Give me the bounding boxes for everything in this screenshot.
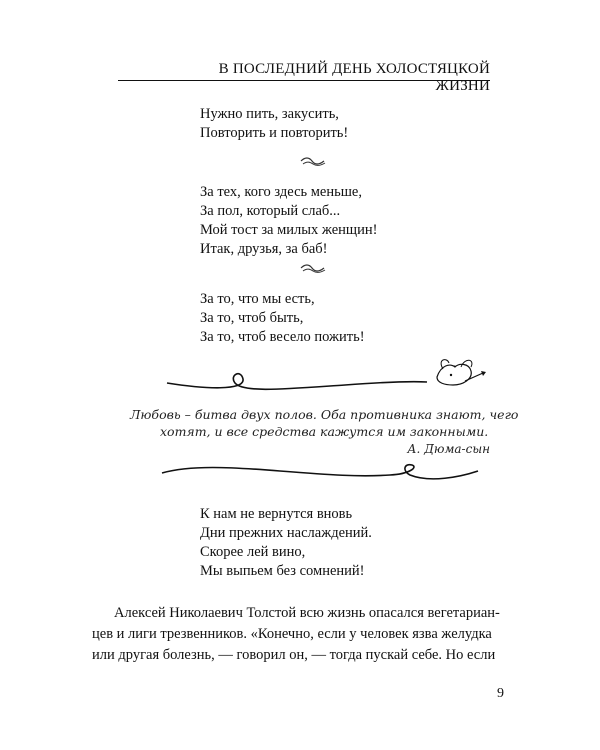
stanza-line: За тех, кого здесь меньше,	[200, 184, 362, 200]
quote-author: А. Дюма-сын	[407, 442, 490, 456]
prose-line: или другая болезнь, — говорил он, — тогда пускай себе. Но если	[92, 647, 496, 663]
stanza-1	[200, 105, 348, 143]
swash-ornament-bottom	[160, 455, 480, 495]
stanza-line: Дни прежних наслаждений.	[200, 525, 372, 541]
stanza-line: За пол, который слаб...	[200, 203, 341, 219]
stanza-line: За то, чтоб быть,	[200, 310, 304, 326]
header-rule	[118, 80, 490, 81]
stanza-3	[200, 290, 365, 347]
flourish-divider-icon	[300, 156, 326, 168]
flourish-divider-icon	[300, 263, 326, 275]
stanza-line: Мы выпьем без сомнений!	[200, 563, 365, 579]
stanza-4	[200, 505, 372, 581]
prose-paragraph	[92, 603, 502, 666]
epigraph-quote	[125, 406, 519, 440]
stanza-line: Мой тост за милых женщин!	[200, 222, 378, 238]
stanza-line: К нам не вернутся вновь	[200, 506, 353, 522]
stanza-line: За то, чтоб весело пожить!	[200, 329, 365, 345]
stanza-2	[200, 183, 377, 259]
prose-line: цев и лиги трезвенников. «Конечно, если у человек язва желудка	[92, 626, 492, 642]
prose-line: Алексей Николаевич Толстой всю жизнь опасался вегетариан-	[114, 605, 500, 621]
quote-line: Любовь – битва двух полов. Оба противника знают, чего	[130, 407, 519, 422]
page-number: 9	[497, 686, 504, 701]
stanza-line: Нужно пить, закусить,	[200, 106, 339, 122]
stanza-line: Скорее лей вино,	[200, 544, 306, 560]
swash-ornament-top	[165, 355, 495, 405]
stanza-line: Повторить и повторить!	[200, 125, 349, 141]
quote-line: хотят, и все средства кажутся им законными.	[160, 424, 489, 439]
stanza-line: За то, что мы есть,	[200, 291, 315, 307]
cupid-icon	[437, 360, 486, 385]
stanza-line: Итак, друзья, за баб!	[200, 241, 328, 257]
running-header: В ПОСЛЕДНИЙ ДЕНЬ ХОЛОСТЯЦКОЙ ЖИЗНИ	[218, 61, 490, 94]
